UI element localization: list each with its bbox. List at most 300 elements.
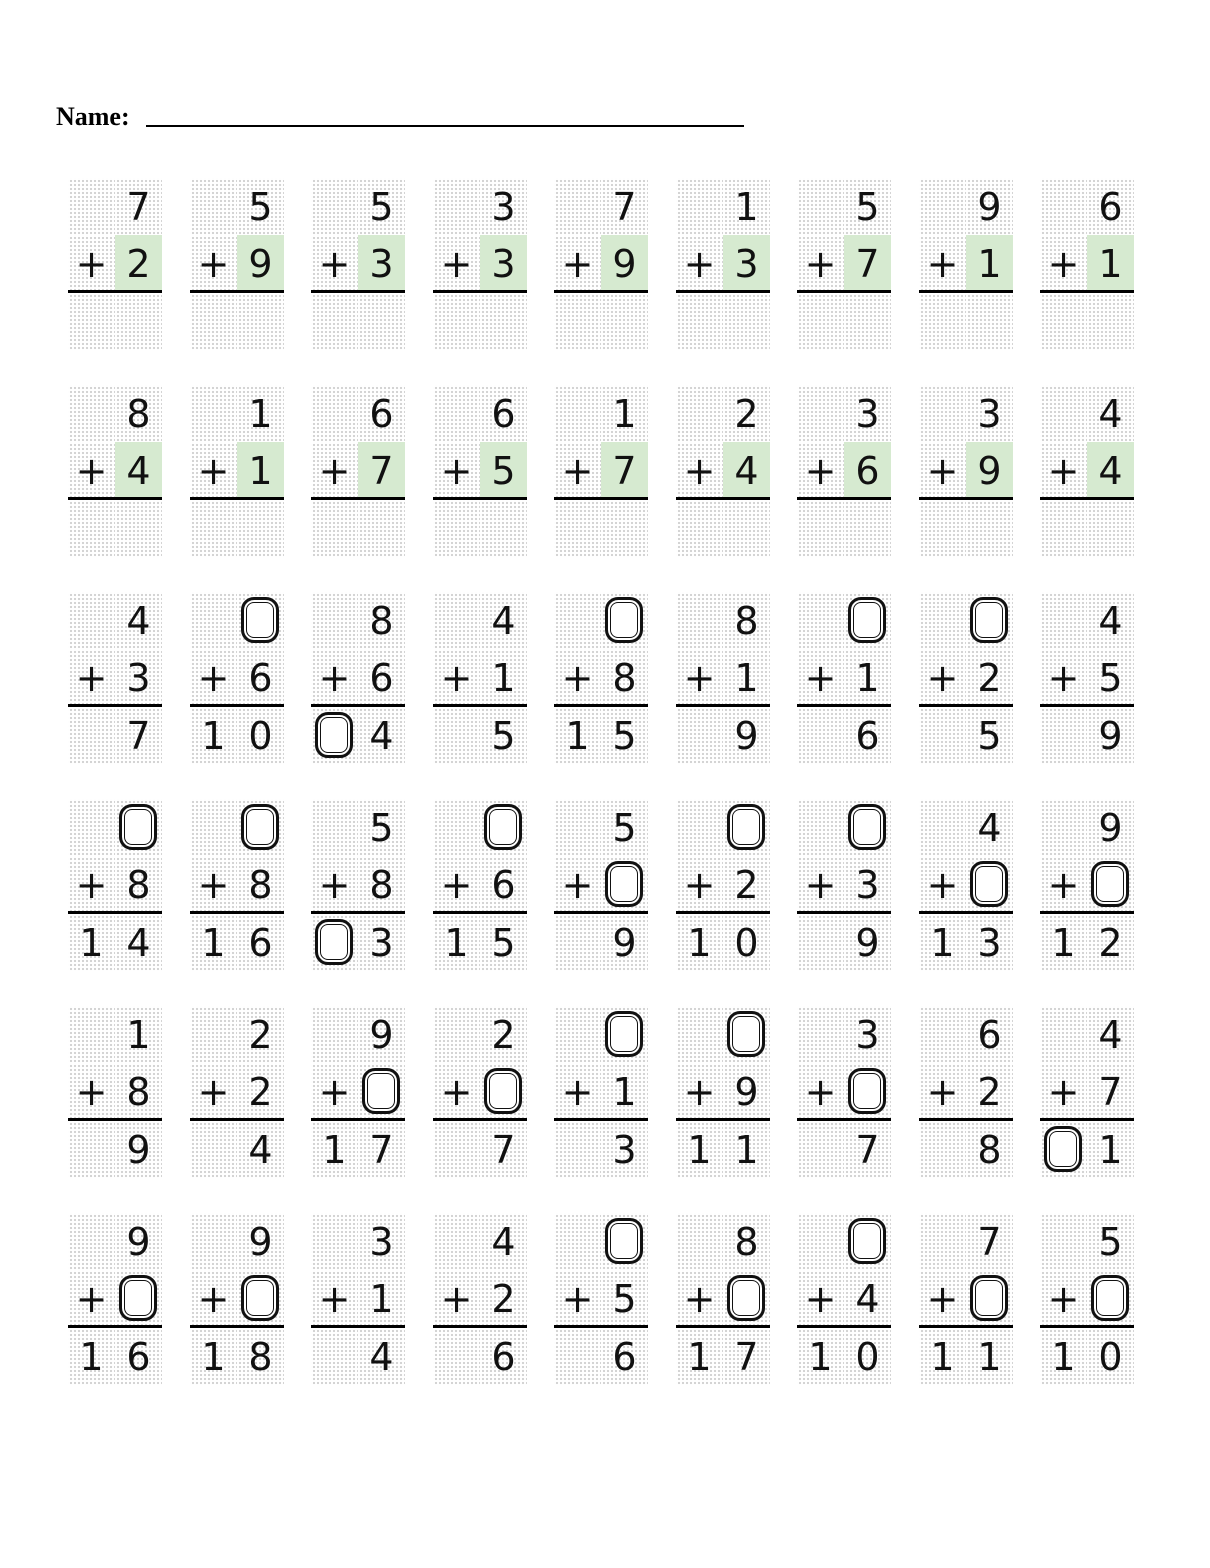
answer-ones-cell-digit: 5 [491,713,516,758]
answer-ones-cell[interactable] [844,500,891,557]
top-addend [237,178,284,235]
answer-ones-cell [1087,1121,1134,1178]
answer-tens-cell[interactable] [1040,500,1087,557]
second-addend-digit: 1 [369,1276,394,1321]
top-tens-cell [311,799,358,856]
answer-ones-cell[interactable] [358,293,405,350]
top-addend-digit: 9 [248,1219,273,1264]
answer-tens-cell-digit: 1 [1051,920,1076,965]
answer-tens-cell [433,914,480,971]
second-addend [237,649,284,706]
plus-sign [676,649,723,706]
answer-tens-cell[interactable] [68,293,115,350]
answer-tens-cell[interactable] [190,293,237,350]
answer-ones-cell-digit: 3 [977,920,1002,965]
answer-tens-cell [797,707,844,764]
answer-tens-cell-digit: 1 [79,1334,104,1379]
answer-ones-cell [1087,1328,1134,1385]
answer-tens-cell[interactable] [676,500,723,557]
top-addend-digit: 1 [612,391,637,436]
plus-sign-digit: + [804,448,837,493]
answer-ones-cell[interactable] [601,500,648,557]
top-addend [601,178,648,235]
answer-tens-cell[interactable] [1040,293,1087,350]
top-addend-digit: 4 [1098,391,1123,436]
second-addend-digit: 1 [491,655,516,700]
answer-line [797,911,891,914]
blank-box-icon[interactable] [605,597,643,643]
answer-tens-cell-digit: 1 [687,1334,712,1379]
answer-tens-cell [554,707,601,764]
top-tens-cell [433,592,480,649]
plus-sign-digit: + [75,241,108,286]
answer-ones-cell-digit: 8 [977,1127,1002,1172]
second-addend-digit: 7 [612,448,637,493]
answer-line [1040,1118,1134,1121]
top-addend-digit: 6 [491,391,516,436]
top-addend [480,385,527,442]
blank-box-icon[interactable] [119,1275,157,1321]
blank-box-icon[interactable] [1091,861,1129,907]
answer-tens-cell[interactable] [190,500,237,557]
plus-sign-digit: + [561,1276,594,1321]
top-addend[interactable] [601,592,648,649]
plus-sign-digit: + [440,1069,473,1114]
answer-line [433,704,527,707]
top-addend[interactable] [844,799,891,856]
second-addend[interactable] [115,1270,162,1327]
answer-tens-cell-digit: 1 [687,1127,712,1172]
second-addend[interactable] [1087,856,1134,913]
answer-tens-cell[interactable] [433,500,480,557]
top-addend-digit: 4 [1098,598,1123,643]
second-addend[interactable] [844,1063,891,1120]
top-tens-cell [1040,1213,1087,1270]
answer-tens-cell [190,914,237,971]
addition-problem [554,178,648,350]
addition-problem [919,1006,1013,1178]
plus-sign [433,235,480,292]
addition-problem [919,592,1013,764]
second-addend-digit: 3 [855,862,880,907]
answer-tens-cell [433,1121,480,1178]
top-addend[interactable] [115,799,162,856]
top-addend[interactable] [237,592,284,649]
blank-box-icon[interactable] [727,1011,765,1057]
second-addend[interactable] [601,856,648,913]
answer-line [433,911,527,914]
plus-sign-digit: + [683,1069,716,1114]
top-tens-cell [676,1213,723,1270]
second-addend [480,1270,527,1327]
top-addend[interactable] [601,1006,648,1063]
top-addend[interactable] [844,1213,891,1270]
addition-problem [554,799,648,971]
top-addend-digit: 9 [977,184,1002,229]
second-addend-digit: 4 [126,448,151,493]
answer-tens-cell [554,1328,601,1385]
plus-sign [676,1270,723,1327]
addition-problem [676,592,770,764]
top-tens-cell [68,1213,115,1270]
second-addend[interactable] [480,1063,527,1120]
addition-problem [919,1213,1013,1385]
plus-sign [311,1270,358,1327]
answer-tens-cell[interactable] [311,293,358,350]
top-addend[interactable] [237,799,284,856]
answer-tens-cell [1040,914,1087,971]
answer-tens-cell [68,707,115,764]
answer-tens-cell[interactable] [919,500,966,557]
answer-ones-cell-digit: 9 [855,920,880,965]
answer-ones-cell [723,1328,770,1385]
plus-sign [676,1063,723,1120]
blank-box-icon[interactable] [484,1068,522,1114]
name-input-line[interactable] [146,125,744,127]
answer-ones-cell[interactable] [601,293,648,350]
plus-sign-digit: + [197,655,230,700]
top-addend [723,1213,770,1270]
top-tens-cell [68,178,115,235]
blank-box-icon[interactable] [241,1275,279,1321]
plus-sign-digit: + [683,1276,716,1321]
top-addend[interactable] [480,799,527,856]
top-tens-cell [676,385,723,442]
answer-tens-cell-digit: 1 [201,713,226,758]
addition-problem [554,1213,648,1385]
answer-tens-cell [676,1328,723,1385]
top-tens-cell [190,385,237,442]
answer-ones-cell-digit: 7 [855,1127,880,1172]
plus-sign-digit: + [75,655,108,700]
top-tens-cell [919,799,966,856]
blank-box-icon[interactable] [315,712,353,758]
blank-box-icon[interactable] [848,804,886,850]
answer-line [190,911,284,914]
plus-sign [676,235,723,292]
answer-ones-cell[interactable] [966,500,1013,557]
top-addend-digit: 6 [977,1012,1002,1057]
top-tens-cell [919,1006,966,1063]
answer-ones-cell[interactable] [966,293,1013,350]
answer-ones-cell-digit: 1 [1098,1127,1123,1172]
top-tens-cell [311,592,358,649]
answer-tens-cell[interactable] [554,293,601,350]
addition-problem [1040,1213,1134,1385]
top-addend [480,1006,527,1063]
answer-tens-cell[interactable] [311,500,358,557]
blank-box-icon[interactable] [315,919,353,965]
second-addend[interactable] [723,1270,770,1327]
plus-sign [919,235,966,292]
answer-ones-cell[interactable] [115,500,162,557]
second-addend-digit: 4 [1098,448,1123,493]
answer-ones-cell-digit: 8 [248,1334,273,1379]
answer-ones-cell [966,914,1013,971]
second-addend [237,235,284,292]
answer-ones-cell-digit: 0 [1098,1334,1123,1379]
plus-sign-digit: + [1047,1069,1080,1114]
answer-tens-cell[interactable] [797,500,844,557]
addition-problem [797,385,891,557]
answer-line [676,911,770,914]
top-addend[interactable] [844,592,891,649]
answer-ones-cell-digit: 1 [734,1127,759,1172]
answer-ones-cell [844,1328,891,1385]
top-addend [601,799,648,856]
second-addend [723,1063,770,1120]
blank-box-icon[interactable] [605,1218,643,1264]
top-tens-cell [433,1213,480,1270]
top-addend-digit: 1 [248,391,273,436]
second-addend[interactable] [966,1270,1013,1327]
addition-problem [68,1213,162,1385]
top-tens-cell [1040,799,1087,856]
top-addend-digit: 8 [734,598,759,643]
top-addend[interactable] [601,1213,648,1270]
answer-ones-cell-digit: 9 [612,920,637,965]
answer-ones-cell[interactable] [115,293,162,350]
top-tens-cell [1040,178,1087,235]
answer-tens-cell[interactable] [554,500,601,557]
blank-box-icon[interactable] [241,597,279,643]
answer-tens-cell[interactable] [797,293,844,350]
plus-sign [190,235,237,292]
second-addend-digit: 3 [491,241,516,286]
answer-ones-cell-digit: 9 [734,713,759,758]
answer-ones-cell[interactable] [723,500,770,557]
answer-ones-cell [966,1121,1013,1178]
top-addend [723,385,770,442]
top-tens-cell [68,592,115,649]
plus-sign [190,1063,237,1120]
answer-ones-cell[interactable] [237,500,284,557]
second-addend[interactable] [966,856,1013,913]
answer-line [1040,704,1134,707]
answer-ones-cell-digit: 1 [977,1334,1002,1379]
second-addend[interactable] [237,1270,284,1327]
answer-ones-cell [237,1328,284,1385]
plus-sign-digit: + [440,655,473,700]
top-addend [358,178,405,235]
answer-line [676,1325,770,1328]
addition-problem [554,385,648,557]
addition-problem [311,1213,405,1385]
second-addend [358,856,405,913]
answer-line [919,1118,1013,1121]
answer-ones-cell-digit: 6 [126,1334,151,1379]
answer-tens-cell[interactable] [68,500,115,557]
plus-sign-digit: + [440,448,473,493]
top-addend [115,385,162,442]
blank-box-icon[interactable] [241,804,279,850]
top-tens-cell [1040,385,1087,442]
addition-problem [311,1006,405,1178]
answer-ones-cell [1087,914,1134,971]
addition-problem [1040,385,1134,557]
answer-line [433,1325,527,1328]
answer-ones-cell [115,1121,162,1178]
answer-line [190,290,284,293]
top-addend-digit: 5 [612,805,637,850]
plus-sign-digit: + [197,1069,230,1114]
answer-ones-cell[interactable] [723,293,770,350]
top-addend-digit: 1 [126,1012,151,1057]
top-addend [844,178,891,235]
blank-box-icon[interactable] [605,861,643,907]
top-addend [358,592,405,649]
answer-tens-cell[interactable] [1040,1121,1087,1178]
top-addend[interactable] [723,799,770,856]
answer-line [68,704,162,707]
second-addend-digit: 9 [612,241,637,286]
top-addend [1087,1006,1134,1063]
blank-box-icon[interactable] [1091,1275,1129,1321]
top-addend-digit: 8 [734,1219,759,1264]
answer-line [676,1118,770,1121]
blank-box-icon[interactable] [362,1068,400,1114]
addition-problem [190,592,284,764]
plus-sign-digit: + [440,862,473,907]
blank-box-icon[interactable] [970,861,1008,907]
plus-sign-digit: + [197,448,230,493]
answer-ones-cell[interactable] [1087,500,1134,557]
top-addend-digit: 8 [126,391,151,436]
top-addend [237,1006,284,1063]
addition-problem [433,799,527,971]
answer-ones-cell[interactable] [237,293,284,350]
answer-line [1040,911,1134,914]
top-tens-cell [433,178,480,235]
answer-ones-cell [723,1121,770,1178]
plus-sign-digit: + [926,1069,959,1114]
answer-ones-cell [601,1328,648,1385]
answer-line [433,290,527,293]
answer-tens-cell[interactable] [676,293,723,350]
addition-problem [311,592,405,764]
blank-box-icon[interactable] [727,1275,765,1321]
blank-box-icon[interactable] [484,804,522,850]
second-addend-digit: 5 [612,1276,637,1321]
answer-tens-cell[interactable] [919,293,966,350]
top-addend-digit: 3 [855,1012,880,1057]
second-addend[interactable] [358,1063,405,1120]
answer-line [797,1325,891,1328]
plus-sign [433,856,480,913]
second-addend [844,235,891,292]
second-addend [480,235,527,292]
answer-ones-cell[interactable] [358,500,405,557]
top-addend-digit: 5 [855,184,880,229]
top-addend [601,385,648,442]
second-addend[interactable] [1087,1270,1134,1327]
top-tens-cell [919,178,966,235]
answer-ones-cell [358,1121,405,1178]
plus-sign-digit: + [683,241,716,286]
blank-box-icon[interactable] [119,804,157,850]
second-addend [723,235,770,292]
top-tens-cell [311,1006,358,1063]
top-addend-digit: 8 [369,598,394,643]
answer-tens-cell-digit: 1 [1051,1334,1076,1379]
plus-sign [919,442,966,499]
answer-tens-cell[interactable] [433,293,480,350]
answer-tens-cell [1040,1328,1087,1385]
addition-problem [311,178,405,350]
addition-problem [1040,592,1134,764]
top-addend[interactable] [723,1006,770,1063]
second-addend [237,856,284,913]
second-addend-digit: 8 [126,862,151,907]
plus-sign-digit: + [561,241,594,286]
blank-box-icon[interactable] [848,1068,886,1114]
answer-line [554,497,648,500]
answer-ones-cell [358,707,405,764]
answer-ones-cell [966,707,1013,764]
addition-problem [554,1006,648,1178]
second-addend-digit: 6 [248,655,273,700]
second-addend [601,235,648,292]
answer-line [797,497,891,500]
blank-box-icon[interactable] [970,597,1008,643]
addition-problem [190,385,284,557]
blank-box-icon[interactable] [970,1275,1008,1321]
answer-ones-cell [115,707,162,764]
top-addend-digit: 2 [734,391,759,436]
top-addend-digit: 3 [977,391,1002,436]
blank-box-icon[interactable] [605,1011,643,1057]
answer-ones-cell-digit: 7 [734,1334,759,1379]
plus-sign-digit: + [75,862,108,907]
answer-tens-cell [797,914,844,971]
answer-ones-cell[interactable] [844,293,891,350]
plus-sign [1040,442,1087,499]
answer-tens-cell[interactable] [311,914,358,971]
plus-sign [919,856,966,913]
answer-tens-cell [554,1121,601,1178]
addition-problem [68,178,162,350]
blank-box-icon[interactable] [1044,1126,1082,1172]
answer-tens-cell [190,1121,237,1178]
plus-sign [68,1270,115,1327]
answer-ones-cell-digit: 0 [855,1334,880,1379]
plus-sign [68,442,115,499]
blank-box-icon[interactable] [848,1218,886,1264]
top-addend[interactable] [966,592,1013,649]
answer-ones-cell[interactable] [480,500,527,557]
top-addend-digit: 9 [369,1012,394,1057]
answer-tens-cell [433,1328,480,1385]
answer-line [1040,1325,1134,1328]
plus-sign [554,1270,601,1327]
addition-problem [1040,178,1134,350]
blank-box-icon[interactable] [727,804,765,850]
answer-line [919,704,1013,707]
addition-problem [311,799,405,971]
second-addend [480,649,527,706]
answer-tens-cell [68,914,115,971]
plus-sign-digit: + [440,241,473,286]
second-addend-digit: 2 [126,241,151,286]
answer-tens-cell[interactable] [311,707,358,764]
addition-problem [311,385,405,557]
answer-ones-cell [723,707,770,764]
second-addend-digit: 2 [491,1276,516,1321]
top-addend-digit: 7 [612,184,637,229]
answer-ones-cell[interactable] [480,293,527,350]
answer-ones-cell[interactable] [1087,293,1134,350]
blank-box-icon[interactable] [848,597,886,643]
